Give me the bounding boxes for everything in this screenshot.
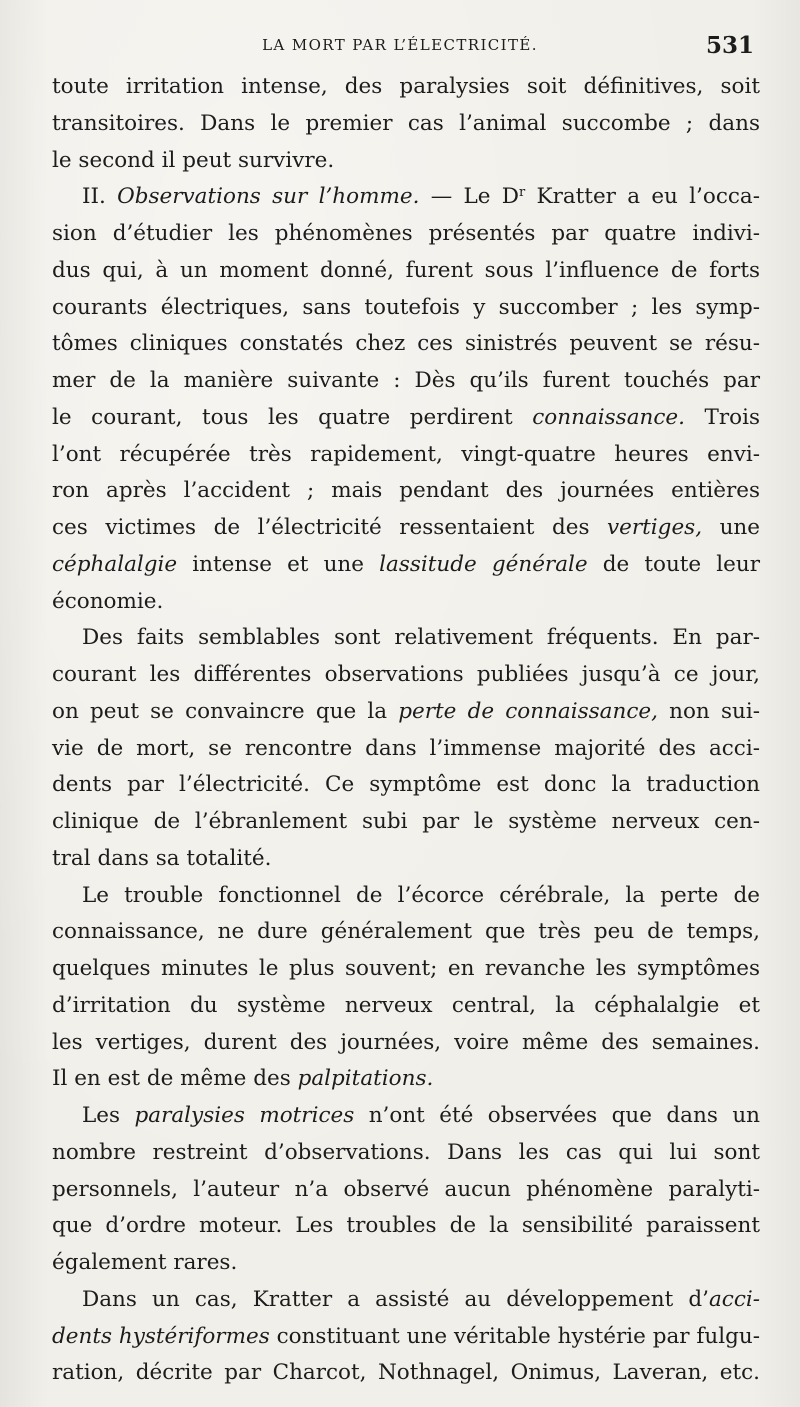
superscript: r: [519, 185, 526, 201]
text-span: — Le D: [419, 184, 519, 210]
text-span: Kratter a eu l’occa-: [525, 184, 761, 210]
text-line: Le trouble fonctionnel de l’écorce cérébrale, la perte de: [82, 882, 760, 908]
italic-term: palpitations.: [297, 1066, 434, 1092]
text-line: nombre restreint d’observations. Dans les cas qui lui sont: [52, 1139, 760, 1165]
text-line: dents par l’électricité. Ce symptôme est donc la traduction: [52, 772, 760, 798]
italic-term: lassitude générale: [379, 551, 588, 577]
paragraph-4: [52, 878, 760, 1099]
text-line: dus qui, à un moment donné, furent sous l’influence de forts: [52, 257, 760, 283]
text-span: intense et une: [177, 551, 380, 577]
text-line: [52, 1098, 760, 1135]
body-text: [52, 69, 760, 1392]
text-line: l’ont récupérée très rapidement, vingt-quatre heures envi-: [52, 441, 760, 467]
text-line: les vertiges, durent des journées, voire même des semaines.: [52, 1029, 760, 1055]
text-line: vie de mort, se rencontre dans l’immense majorité des acci-: [52, 735, 760, 761]
text-span: le courant, tous les quatre perdirent: [52, 404, 533, 430]
text-line: [52, 694, 760, 731]
text-line: sion d’étudier les phénomènes présentés par quatre indivi-: [52, 221, 760, 246]
paragraph-6: [52, 1282, 760, 1392]
text-span: on peut se convaincre que la: [52, 698, 399, 724]
text-line: [52, 1061, 760, 1098]
text-line: transitoires. Dans le premier cas l’animal succombe ; dans: [52, 110, 760, 136]
section-number: II.: [82, 184, 118, 210]
text-span: de toute leur: [587, 551, 761, 577]
italic-term: paralysies motrices: [134, 1103, 355, 1128]
text-line: [52, 1319, 760, 1356]
italic-term: céphalalgie: [52, 551, 178, 577]
text-line: tral dans sa totalité.: [52, 845, 272, 871]
italic-term: connaissance.: [532, 404, 685, 430]
running-head: [0, 34, 800, 64]
text-line: économie.: [52, 588, 164, 614]
text-line: tômes cliniques constatés chez ces sinistrés peuvent se résu-: [52, 331, 760, 357]
text-span: Les: [82, 1103, 135, 1128]
italic-term: perte de connaissance,: [398, 698, 658, 724]
text-span: Il en est de même des: [52, 1066, 298, 1092]
text-span: Trois: [684, 404, 760, 430]
text-span: une: [702, 515, 760, 540]
paragraph-3: [52, 620, 760, 877]
page-number: 531: [705, 32, 754, 59]
text-line: connaissance, ne dure généralement que très peu de temps,: [52, 919, 760, 945]
text-line: quelques minutes le plus souvent; en revanche les symptômes: [52, 956, 760, 981]
text-line: ration, décrite par Charcot, Nothnagel, Onimus, Laveran, etc.: [52, 1360, 760, 1386]
text-line: clinique de l’ébranlement subi par le système nerveux cen-: [52, 809, 760, 834]
running-title: LA MORT PAR L’ÉLECTRICITÉ.: [262, 36, 538, 54]
text-line: courant les différentes observations publiées jusqu’à ce jour,: [52, 662, 760, 687]
text-line: toute irritation intense, des paralysies soit définitives, soit: [52, 74, 760, 99]
text-span: Dans un cas, Kratter a assisté au développement d’: [82, 1286, 709, 1312]
italic-term: acci-: [708, 1286, 760, 1312]
paragraph-2: [52, 179, 760, 620]
text-line: Des faits semblables sont relativement fréquents. En par-: [82, 625, 760, 651]
text-line: [52, 179, 760, 216]
text-line: ron après l’accident ; mais pendant des journées entières: [52, 478, 760, 504]
text-line: que d’ordre moteur. Les troubles de la sensibilité paraissent: [52, 1213, 760, 1239]
section-title: Observations sur l’homme.: [117, 184, 420, 210]
text-line: également rares.: [52, 1250, 238, 1275]
text-span: ces victimes de l’électricité ressentaient des: [52, 515, 608, 540]
text-line: [52, 1282, 760, 1319]
text-span: n’ont été observées que dans un: [354, 1103, 761, 1128]
paragraph-1: [52, 69, 760, 179]
text-line: courants électriques, sans toutefois y succomber ; les symp-: [52, 294, 760, 320]
italic-term: dents hystériformes: [52, 1323, 270, 1349]
text-line: [52, 400, 760, 437]
text-line: personnels, l’auteur n’a observé aucun phénomène paralyti-: [52, 1176, 760, 1202]
paragraph-5: [52, 1098, 760, 1282]
text-line: mer de la manière suivante : Dès qu’ils furent touchés par: [52, 368, 760, 393]
italic-term: vertiges,: [607, 515, 703, 540]
text-line: [52, 510, 760, 547]
text-line: d’irritation du système nerveux central, la céphalalgie et: [52, 992, 760, 1018]
text-line: le second il peut survivre.: [52, 147, 335, 173]
text-span: constituant une véritable hystérie par fulgu-: [269, 1323, 760, 1349]
text-span: non sui-: [657, 698, 760, 724]
text-line: [52, 547, 760, 584]
